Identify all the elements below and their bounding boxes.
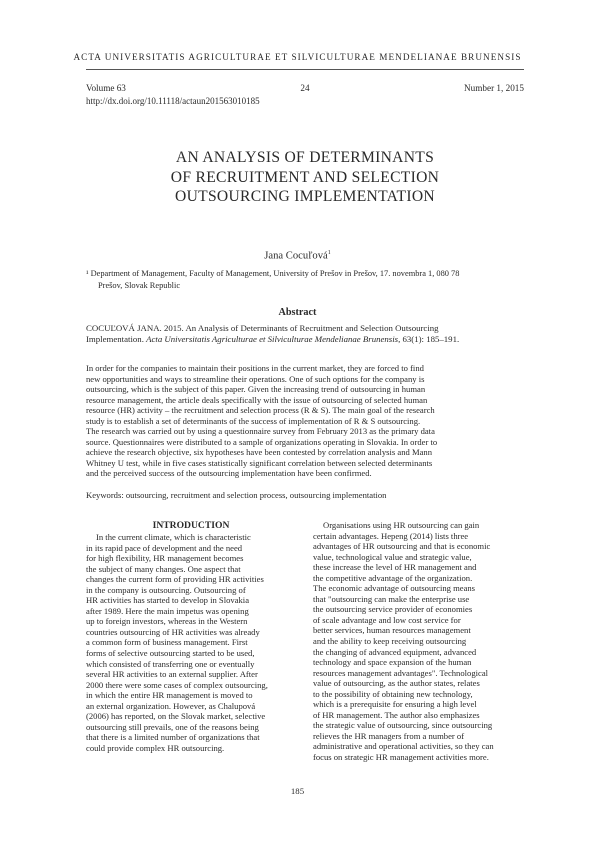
body-line: a common form of business management. First: [86, 637, 248, 648]
left-column: [86, 520, 296, 753]
body-line: the outsourcing service provider of economies: [313, 604, 473, 615]
page-number: 185: [290, 786, 305, 796]
body-line: relieves the HR managers from a number of: [313, 730, 465, 741]
keywords: Keywords: outsourcing, recruitment and selection process, outsourcing implementation: [86, 490, 387, 500]
body-line: the competitive advantage of the organization.: [313, 572, 473, 583]
body-line: resources management advantages". Technological: [313, 667, 489, 678]
abstract-line: resource (HR) activity – the recruitment and selection process (R & S). The main goal of the research: [86, 405, 435, 416]
author: [0, 250, 595, 262]
citation-line: COCUĽOVÁ JANA. 2015. An Analysis of Determinants of Recruitment and Selection Outsourcing: [86, 323, 439, 333]
citation-journal: Acta Universitatis Agriculturae et Silviculturae Mendelianae Brunensis: [146, 333, 399, 344]
body-line: In the current climate, which is characteristic: [96, 532, 251, 542]
body-line: that there is a limited number of organizations that: [86, 732, 260, 743]
body-line: value, technological value and strategic value,: [313, 551, 472, 562]
body-line: and the ability to keep receiving outsourcing: [313, 636, 467, 647]
abstract-heading: Abstract: [278, 307, 317, 318]
abstract-line: Whitney U test, while in five cases statistically significant correlation between selected determinants: [86, 457, 433, 468]
abstract-body: [86, 363, 524, 479]
doi-link[interactable]: http://dx.doi.org/10.11118/actaun201563010185: [86, 96, 260, 106]
citation: [86, 323, 524, 344]
body-line: these increase the level of HR management and: [313, 562, 477, 573]
body-line: to the possibility of obtaining new technology,: [313, 688, 473, 699]
introduction-heading: INTRODUCTION: [152, 520, 230, 531]
abstract-line: study is to establish a set of determinants of the success of implementation of R & S outsourcing.: [86, 415, 421, 426]
body-line: the strategic value of outsourcing, since outsourcing: [313, 720, 493, 731]
abstract-line: outsourcing, which is the subject of this paper. Given the increasing trend of outsourcing in human: [86, 384, 426, 395]
body-line: value of outsourcing, as the author states, relates: [313, 678, 480, 689]
journal-name: ACTA UNIVERSITATIS AGRICULTURAE ET SILVICULTURAE MENDELIANAE BRUNENSIS: [73, 52, 522, 62]
abstract-line: The research was carried out by using a questionnaire survey from February 2013 as the primary data: [86, 426, 435, 437]
article-title: [86, 148, 524, 207]
body-line: in its rapid pace of development and the need: [86, 542, 243, 553]
body-line: changes the current form of providing HR activities: [86, 574, 264, 585]
citation-text: Implementation.: [86, 333, 147, 344]
body-line: which is a prerequisite for ensuring a high level: [313, 699, 477, 710]
body-line: administrative and operational activities, so they can: [313, 741, 494, 752]
body-line: which consisted of transferring one or eventually: [86, 658, 255, 669]
citation-line: [86, 334, 524, 345]
author-affiliation-mark: 1: [327, 250, 331, 256]
body-line: several HR activities to an external supplier. After: [86, 669, 258, 680]
citation-pages: , 63(1): 185–191.: [398, 333, 460, 344]
body-line: HR activities has started to develop in Slovakia: [86, 595, 250, 606]
body-line: 2000 there were some cases of complex outsourcing,: [86, 679, 268, 690]
title-line: OF RECRUITMENT AND SELECTION: [170, 168, 440, 186]
body-line: forms of selective outsourcing started to be used,: [86, 648, 255, 659]
author-name: Jana Cocuľová: [264, 250, 328, 262]
header-divider: [86, 69, 524, 70]
body-line: outsourcing still prevails, one of the reasons being: [86, 721, 259, 732]
body-line: technology and space expansion of the human: [313, 657, 472, 668]
body-line: The economic advantage of outsourcing means: [313, 583, 476, 594]
body-line: countries outsourcing of HR activities was already: [86, 626, 260, 637]
title-line: AN ANALYSIS OF DETERMINANTS: [175, 149, 435, 166]
body-line: after 1989. Here the main impetus was opening: [86, 605, 249, 616]
abstract-line: new opportunities and ways to streamline their operations. One of such options for the company is: [86, 373, 425, 384]
affiliation-line: Prešov, Slovak Republic: [98, 280, 181, 290]
body-line: of HR management. The author also emphasizes: [313, 709, 480, 720]
body-line: better services, human resources management: [313, 625, 471, 636]
issue-page: 24: [300, 83, 310, 93]
affiliation: [86, 268, 524, 291]
body-line: could provide complex HR outsourcing.: [86, 742, 225, 753]
volume: Volume 63: [86, 83, 126, 93]
body-line: the subject of many changes. One aspect that: [86, 563, 241, 574]
body-line: advantages of HR outsourcing and that is economic: [313, 541, 491, 552]
body-line: the changing of advanced equipment, advanced: [313, 646, 477, 657]
abstract-line: and the perceived success of the outsourcing implementation have been confirmed.: [86, 468, 372, 479]
affiliation-line: ¹ Department of Management, Faculty of Management, University of Prešov in Prešov, 17. novembra 1, 080 78: [86, 269, 460, 278]
body-line: (2006) has reported, on the Slovak market, selective: [86, 711, 266, 722]
body-line: Organisations using HR outsourcing can gain: [323, 520, 480, 530]
body-line: that "outsourcing can make the enterprise use: [313, 593, 470, 604]
body-line: focus on strategic HR management activities more.: [313, 752, 489, 763]
body-line: an external organization. However, as Chalupová: [86, 700, 256, 711]
body-line: of scale advantage and low cost service for: [313, 614, 461, 625]
abstract-line: source. Questionnaires were distributed to a sample of organizations operating in Slovakia. In order to: [86, 436, 438, 447]
body-line: certain advantages. Hepeng (2014) lists three: [313, 530, 469, 541]
issue-number: Number 1, 2015: [464, 83, 524, 93]
abstract-line: achieve the research objective, six hypotheses have been contested by correlation analysis and Mann: [86, 447, 433, 458]
body-line: in which the entire HR management is moved to: [86, 690, 253, 701]
abstract-line: In order for the companies to maintain their positions in the current market, they are forced to find: [86, 363, 424, 373]
body-line: in the company is outsourcing. Outsourcing of: [86, 584, 246, 595]
body-line: up to foreign investors, whereas in the Western: [86, 616, 248, 627]
right-column: [313, 520, 523, 763]
abstract-line: resource management, the article deals specifically with the issue of outsourcing of selected human: [86, 394, 428, 405]
body-line: for high flexibility, HR management becomes: [86, 553, 244, 564]
title-line: OUTSOURCING IMPLEMENTATION: [175, 188, 435, 205]
